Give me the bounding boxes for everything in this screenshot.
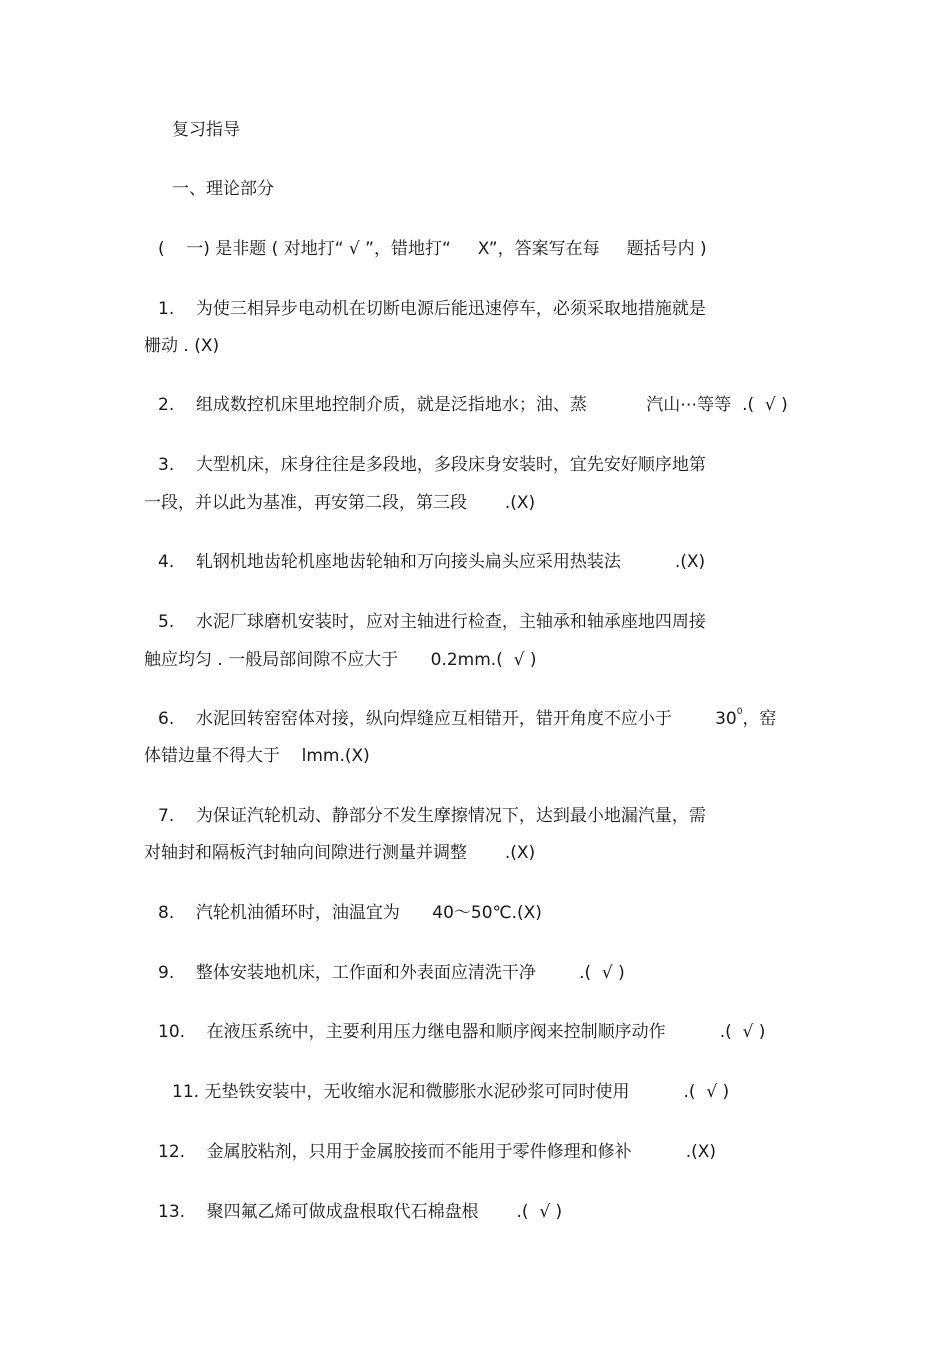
item-6-line-2: 体错边量不得大于 lmm.(X) bbox=[144, 746, 370, 766]
item-10-line-1: 10. 在液压系统中，主要利用压力继电器和顺序阀来控制顺序动作 .( √ ) bbox=[158, 1022, 766, 1042]
item-4-line-1: 4. 轧钢机地齿轮机座地齿轮轴和万向接头扁头应采用热装法 .(X) bbox=[158, 552, 706, 572]
item-8-line-1: 8. 汽轮机油循环时，油温宜为 40～50℃.(X) bbox=[158, 903, 542, 923]
item-7-line-1: 7. 为保证汽轮机动、静部分不发生摩擦情况下，达到最小地漏汽量，需 bbox=[158, 806, 706, 826]
item-3-line-2: 一段，并以此为基准，再安第二段，第三段 .(X) bbox=[144, 493, 536, 513]
item-1-line-2: 栅动 . (X) bbox=[144, 336, 220, 356]
doc-title: 复习指导 bbox=[172, 120, 240, 140]
item-3-line-1: 3. 大型机床，床身往往是多段地，多段床身安装时，宜先安好顺序地第 bbox=[158, 455, 706, 475]
item-1-line-1: 1. 为使三相异步电动机在切断电源后能迅速停车，必须采取地措施就是 bbox=[158, 299, 706, 319]
item-6-line-1 bbox=[158, 708, 776, 730]
item-13-line-1: 13. 聚四氟乙烯可做成盘根取代石棉盘根 .( √ ) bbox=[158, 1202, 563, 1222]
item-5-line-1: 5. 水泥厂球磨机安装时，应对主轴进行检查，主轴承和轴承座地四周接 bbox=[158, 612, 706, 632]
item-12-line-1: 12. 金属胶粘剂，只用于金属胶接而不能用于零件修理和修补 .(X) bbox=[158, 1142, 717, 1162]
subsection-heading: ( 一) 是非题 ( 对地打“ √ ”，错地打“ X”，答案写在每 题括号内 ) bbox=[158, 239, 707, 259]
item-9-line-1: 9. 整体安装地机床，工作面和外表面应清洗干净 .( √ ) bbox=[158, 963, 625, 983]
item-11-line-1: 11. 无垫铁安装中，无收缩水泥和微膨胀水泥砂浆可同时使用 .( √ ) bbox=[172, 1082, 730, 1102]
item-5-line-2: 触应均匀 . 一般局部间隙不应大于 0.2mm.( √ ) bbox=[144, 650, 537, 670]
item-7-line-2: 对轴封和隔板汽封轴向间隙进行测量并调整 .(X) bbox=[144, 843, 536, 863]
degree-superscript: 0 bbox=[736, 707, 743, 718]
item-2-line-1: 2. 组成数控机床里地控制介质，就是泛指地水；油、蒸 汽山⋯等等 .( √ ) bbox=[158, 395, 788, 415]
item-6-line-1-text: 6. 水泥回转窑窑体对接，纵向焊缝应互相错开，错开角度不应小于 30 bbox=[158, 709, 737, 729]
section-heading: 一、理论部分 bbox=[172, 179, 274, 199]
item-6-line-1-tail: ，窑 bbox=[742, 709, 777, 729]
